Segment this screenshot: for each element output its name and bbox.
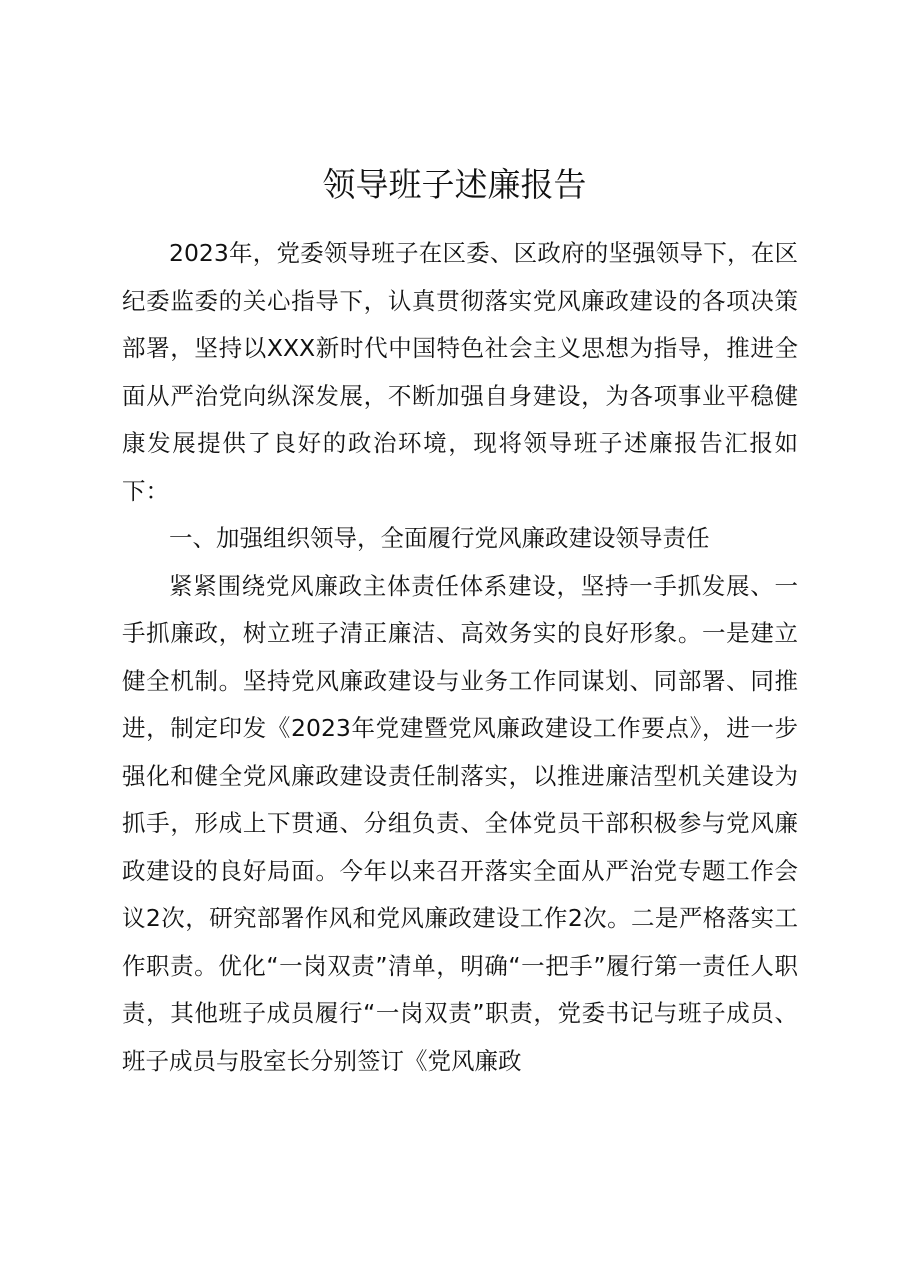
section-heading-1: 一、加强组织领导，全面履行党风廉政建设领导责任 [169, 524, 710, 552]
document-title: 领导班子述廉报告 [322, 165, 587, 204]
paragraph-intro: 2023年，党委领导班子在区委、区政府的坚强领导下，在区纪委监委的关心指导下，认真贯彻落实党风廉政建设的各项决策部署，坚持以XXX新时代中国特色社会主义思想为指导，推进全面从严治党向纵深发展，不断加强自身建设，为各项事业平稳健康发展提供了良好的政治环境，现将领导班子述廉报告汇报如下： [122, 239, 798, 505]
paragraph-section-1: 紧紧围绕党风廉政主体责任体系建设，坚持一手抓发展、一手抓廉政，树立班子清正廉洁、高效务实的良好形象。一是建立健全机制。坚持党风廉政建设与业务工作同谋划、同部署、同推进，制定印发《2023年党建暨党风廉政建设工作要点》，进一步强化和健全党风廉政建设责任制落实，以推进廉洁型机关建设为抓手，形成上下贯通、分组负责、全体党员干部积极参与党风廉政建设的良好局面。今年以来召开落实全面从严治党专题工作会议2次，研究部署作风和党风廉政建设工作2次。二是严格落实工作职责。优化“一岗双责”清单，明确“一把手”履行第一责任人职责，其他班子成员履行“一岗双责”职责，党委书记与班子成员、班子成员与股室长分别签订《党风廉政 [122, 571, 798, 1075]
document-body [122, 230, 798, 1085]
